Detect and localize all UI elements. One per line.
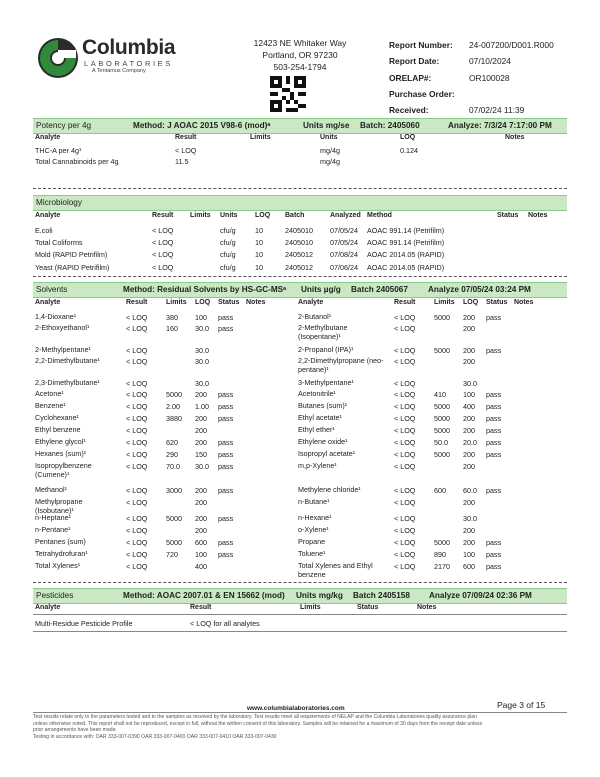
potency-col-notes: Notes (505, 134, 525, 141)
micro-analyzed: 07/08/24 (330, 250, 358, 260)
solvent-result: < LOQ (126, 390, 148, 399)
solvent-status: pass (218, 414, 234, 423)
micro-units: cfu/g (220, 226, 236, 235)
solvents-col-header: LOQ (463, 299, 479, 306)
solvent-analyte: Butanes (sum)¹ (298, 401, 348, 410)
solvent-analyte: n-Hexane¹ (298, 513, 332, 522)
solvent-analyte: Total Xylenes¹ (35, 561, 81, 570)
pesticides-units: Units mg/kg (296, 591, 343, 600)
solvent-limit: 5000 (166, 538, 182, 547)
solvent-loq: 400 (463, 402, 475, 411)
micro-method: AOAC 991.14 (Petrifilm) (367, 238, 445, 248)
solvent-analyte: Cyclohexane¹ (35, 413, 79, 422)
solvent-result: < LOQ (126, 526, 148, 535)
solvent-limit: 890 (434, 550, 446, 559)
solvent-loq: 1.00 (195, 402, 209, 411)
report-field-label: ORELAP#: (389, 72, 432, 83)
solvents-section-bar (33, 282, 567, 298)
pest-result: < LOQ for all analytes (190, 619, 260, 628)
solvent-loq: 100 (195, 550, 207, 559)
solvent-loq: 30.0 (195, 379, 209, 388)
solvent-analyte: 2-Ethoxyethanol¹ (35, 323, 90, 332)
report-info (389, 37, 554, 118)
solvent-analyte: n-Pentane¹ (35, 525, 71, 534)
micro-units: cfu/g (220, 262, 236, 272)
solvent-limit: 720 (166, 550, 178, 559)
solvent-analyte: Ethylene oxide¹ (298, 437, 348, 446)
micro-method: AOAC 991.14 (Petrifilm) (367, 226, 445, 235)
company-logo-icon (36, 36, 80, 80)
report-field-value: 07/10/2024 (469, 56, 511, 67)
micro-analyte: Yeast (RAPID Petrifilm) (35, 262, 110, 272)
solvent-analyte: Ethyl benzene (35, 425, 81, 434)
solvent-result: < LOQ (394, 414, 416, 423)
solvent-result: < LOQ (394, 562, 416, 571)
solvent-loq: 200 (195, 514, 207, 523)
solvent-limit: 380 (166, 313, 178, 322)
solvent-result: < LOQ (126, 538, 148, 547)
micro-loq: 10 (255, 262, 263, 272)
qr-code-icon (270, 76, 306, 112)
solvent-loq: 100 (463, 390, 475, 399)
report-field-label: Received: (389, 105, 429, 116)
solvent-status: pass (218, 514, 234, 523)
solvents-analyze: Analyze 07/05/24 03:24 PM (428, 285, 531, 294)
micro-col-header: Limits (190, 212, 211, 219)
micro-batch: 2405012 (285, 250, 313, 260)
micro-analyzed: 07/05/24 (330, 226, 358, 235)
solvent-analyte: Propane (298, 537, 326, 546)
solvent-status: pass (218, 538, 234, 547)
phone-number: 503-254-1794 (273, 62, 327, 72)
solvent-loq: 30.0 (463, 514, 477, 523)
section-divider (33, 276, 567, 277)
solvent-result: < LOQ (126, 357, 148, 366)
solvent-analyte: 2-Butanol¹ (298, 312, 332, 321)
solvent-result: < LOQ (126, 426, 148, 435)
solvent-result: < LOQ (126, 498, 148, 507)
solvent-limit: 70.0 (166, 462, 180, 471)
potency-col-units: Units (320, 134, 338, 141)
micro-analyzed: 07/05/24 (330, 238, 358, 248)
pest-col-status: Status (357, 604, 379, 611)
solvent-analyte: Methylpropane (Isobutane)¹ (35, 497, 83, 515)
potency-batch: Batch: 2405060 (360, 121, 420, 130)
solvent-result: < LOQ (394, 379, 416, 388)
report-field-value: OR100028 (469, 72, 510, 83)
micro-result: < LOQ (152, 238, 174, 248)
solvent-loq: 200 (195, 526, 207, 535)
solvent-limit: 160 (166, 324, 178, 333)
solvent-analyte: 2,2-Dimethylpropane (neo-pentane)¹ (298, 356, 384, 374)
pest-col-result: Result (190, 604, 212, 611)
solvent-limit: 5000 (434, 414, 450, 423)
solvent-loq: 400 (195, 562, 207, 571)
solvents-units: Units µg/g (301, 285, 341, 294)
pesticides-method: Method: AOAC 2007.01 & EN 15662 (mod) (123, 591, 285, 600)
micro-analyte: E.coli (35, 226, 53, 235)
solvent-loq: 200 (463, 538, 475, 547)
solvent-status: pass (486, 538, 502, 547)
solvent-result: < LOQ (394, 313, 416, 322)
solvent-limit: 5000 (166, 514, 182, 523)
solvent-loq: 200 (195, 390, 207, 399)
solvent-result: < LOQ (126, 550, 148, 559)
solvent-status: pass (218, 390, 234, 399)
solvent-result: < LOQ (394, 426, 416, 435)
solvent-loq: 200 (463, 426, 475, 435)
micro-batch: 2405010 (285, 226, 313, 235)
report-field (389, 86, 554, 102)
micro-col-header: Method (367, 212, 392, 219)
solvent-status: pass (486, 450, 502, 459)
solvent-status: pass (486, 402, 502, 411)
micro-col-header: Result (152, 212, 174, 219)
potency-result: < LOQ (175, 146, 197, 155)
row-divider (33, 631, 567, 632)
solvent-result: < LOQ (394, 357, 416, 366)
disclaimer (33, 714, 567, 740)
disclaimer-line: prior arrangements have been made. (33, 727, 117, 734)
solvent-loq: 200 (195, 438, 207, 447)
page-number: Page 3 of 15 (497, 700, 546, 710)
solvent-result: < LOQ (394, 390, 416, 399)
solvent-limit: 3880 (166, 414, 182, 423)
solvent-analyte: 2-Methylpentane¹ (35, 345, 91, 354)
solvent-result: < LOQ (126, 486, 148, 495)
solvent-status: pass (486, 346, 502, 355)
solvent-limit: 5000 (434, 313, 450, 322)
solvents-col-header: LOQ (195, 299, 211, 306)
solvent-result: < LOQ (394, 514, 416, 523)
solvent-loq: 60.0 (463, 486, 477, 495)
solvents-col-header: Status (218, 299, 240, 306)
micro-col-header: Notes (528, 212, 548, 219)
potency-section-bar (33, 118, 567, 134)
solvent-loq: 200 (195, 414, 207, 423)
solvents-method: Method: Residual Solvents by HS-GC-MSᵃ (123, 285, 287, 294)
solvent-limit: 5000 (166, 390, 182, 399)
potency-col-result: Result (175, 134, 197, 141)
solvent-limit: 5000 (434, 402, 450, 411)
pest-col-analyte: Analyte (35, 604, 61, 611)
solvent-status: pass (486, 438, 502, 447)
solvents-batch: Batch 2405067 (351, 285, 408, 294)
company-tagline: A Tentamus Company (92, 68, 146, 74)
solvent-analyte: Toluene¹ (298, 549, 326, 558)
solvent-analyte: Methylene chloride¹ (298, 485, 361, 494)
solvent-result: < LOQ (126, 402, 148, 411)
solvent-analyte: Hexanes (sum)¹ (35, 449, 87, 458)
solvent-analyte: Acetone¹ (35, 389, 64, 398)
potency-analyte: THC-A per 4g¹ (35, 146, 82, 155)
micro-loq: 10 (255, 238, 263, 248)
solvent-loq: 600 (463, 562, 475, 571)
solvent-result: < LOQ (126, 346, 148, 355)
solvent-result: < LOQ (126, 313, 148, 322)
solvent-status: pass (218, 462, 234, 471)
address-line-1: 12423 NE Whitaker Way (253, 38, 347, 48)
solvent-result: < LOQ (126, 414, 148, 423)
micro-result: < LOQ (152, 262, 174, 272)
footer-rule (33, 712, 567, 713)
report-field-label: Report Number: (389, 40, 453, 50)
solvent-analyte: m,p-Xylene¹ (298, 461, 337, 470)
solvent-limit: 600 (434, 486, 446, 495)
solvent-loq: 200 (463, 462, 475, 471)
solvent-analyte: n-Butane¹ (298, 497, 330, 506)
solvent-loq: 200 (463, 526, 475, 535)
solvent-analyte: Total Xylenes and Ethyl benzene (298, 561, 373, 579)
report-field (389, 70, 554, 86)
report-field (389, 37, 554, 53)
solvent-status: pass (218, 313, 234, 322)
solvent-status: pass (486, 390, 502, 399)
potency-col-limits: Limits (250, 134, 271, 141)
solvent-limit: 5000 (434, 450, 450, 459)
potency-method: Method: J AOAC 2015 V98-6 (mod)ᵃ (133, 121, 271, 130)
solvent-analyte: Isopropylbenzene (Cumene)¹ (35, 461, 92, 479)
report-field-value: 07/02/24 11:39 (469, 105, 525, 116)
report-field (389, 102, 554, 118)
solvent-result: < LOQ (126, 514, 148, 523)
section-divider (33, 188, 567, 189)
pesticides-analyze: Analyze 07/09/24 02:36 PM (429, 591, 532, 600)
micro-result: < LOQ (152, 250, 174, 260)
company-subtitle: LABORATORIES (84, 59, 173, 68)
micro-title: Microbiology (36, 198, 82, 207)
solvent-loq: 200 (463, 450, 475, 459)
solvent-status: pass (486, 426, 502, 435)
solvent-loq: 30.0 (195, 346, 209, 355)
solvent-limit: 3000 (166, 486, 182, 495)
solvent-loq: 600 (195, 538, 207, 547)
solvent-status: pass (218, 550, 234, 559)
solvent-status: pass (218, 450, 234, 459)
solvent-loq: 150 (195, 450, 207, 459)
report-field (389, 53, 554, 69)
solvent-loq: 30.0 (195, 324, 209, 333)
solvent-analyte: Isopropyl acetate¹ (298, 449, 356, 458)
micro-col-header: Units (220, 212, 238, 219)
solvent-analyte: Tetrahydrofuran¹ (35, 549, 88, 558)
solvent-result: < LOQ (126, 562, 148, 571)
solvent-analyte: o-Xylene¹ (298, 525, 329, 534)
solvent-limit: 50.0 (434, 438, 448, 447)
solvent-analyte: Ethyl acetate¹ (298, 413, 342, 422)
solvent-loq: 200 (463, 357, 475, 366)
solvent-loq: 200 (195, 486, 207, 495)
lab-address (240, 37, 360, 73)
micro-section-bar (33, 195, 567, 211)
micro-result: < LOQ (152, 226, 174, 235)
solvent-loq: 200 (463, 414, 475, 423)
solvent-result: < LOQ (126, 324, 148, 333)
micro-analyte: Mold (RAPID Petrifilm) (35, 250, 108, 260)
solvents-col-header: Analyte (35, 299, 61, 306)
solvent-result: < LOQ (394, 550, 416, 559)
solvent-loq: 200 (195, 498, 207, 507)
solvent-analyte: Benzene¹ (35, 401, 66, 410)
micro-analyzed: 07/06/24 (330, 262, 358, 272)
header-underline (33, 614, 567, 615)
solvent-analyte: Methanol¹ (35, 485, 67, 494)
micro-units: cfu/g (220, 250, 236, 260)
micro-loq: 10 (255, 226, 263, 235)
pest-col-notes: Notes (417, 604, 437, 611)
solvent-result: < LOQ (394, 346, 416, 355)
solvent-result: < LOQ (126, 450, 148, 459)
potency-units: mg/4g (320, 157, 340, 166)
solvent-status: pass (486, 550, 502, 559)
solvent-analyte: 2-Propanol (IPA)¹ (298, 345, 354, 354)
solvents-col-header: Limits (434, 299, 455, 306)
pesticides-batch: Batch 2405158 (353, 591, 410, 600)
potency-result: 11.5 (175, 157, 189, 166)
solvent-result: < LOQ (126, 438, 148, 447)
micro-method: AOAC 2014.05 (RAPID) (367, 262, 445, 272)
footer-website-link[interactable]: www.columbialaboratories.com (247, 705, 345, 712)
micro-col-header: LOQ (255, 212, 271, 219)
solvent-result: < LOQ (394, 402, 416, 411)
solvents-col-header: Result (126, 299, 148, 306)
solvent-loq: 200 (463, 498, 475, 507)
micro-batch: 2405012 (285, 262, 313, 272)
solvents-col-header: Analyte (298, 299, 324, 306)
solvents-col-header: Limits (166, 299, 187, 306)
micro-batch: 2405010 (285, 238, 313, 248)
solvent-limit: 290 (166, 450, 178, 459)
solvent-status: pass (218, 324, 234, 333)
solvent-result: < LOQ (394, 486, 416, 495)
solvent-analyte: 3-Methylpentane¹ (298, 378, 354, 387)
report-field-label: Report Date: (389, 56, 440, 67)
solvent-analyte: 1,4-Dioxane¹ (35, 312, 77, 321)
solvent-limit: 5000 (434, 346, 450, 355)
solvent-limit: 5000 (434, 538, 450, 547)
solvent-analyte: n-Heptane¹ (35, 513, 71, 522)
solvents-col-header: Notes (246, 299, 266, 306)
solvent-analyte: 2-Methylbutane (Isopentane)¹ (298, 323, 348, 341)
solvent-analyte: Ethyl ether¹ (298, 425, 335, 434)
report-field-value: 24-007200/D001.R000 (469, 40, 554, 50)
potency-title: Potency per 4g (36, 121, 92, 130)
solvent-loq: 200 (463, 313, 475, 322)
solvent-status: pass (486, 313, 502, 322)
disclaimer-line: Test results relate only to the parameters tested and to the samples as received by the laboratory. Test results meet all requirements of NELAP and the Columbia Laboratories quality assurance plan (33, 714, 477, 720)
solvent-result: < LOQ (126, 462, 148, 471)
solvent-limit: 2170 (434, 562, 450, 571)
solvent-result: < LOQ (394, 450, 416, 459)
micro-loq: 10 (255, 250, 263, 260)
company-name: Columbia (82, 36, 176, 59)
solvent-loq: 100 (463, 550, 475, 559)
solvent-limit: 620 (166, 438, 178, 447)
potency-col-analyte: Analyte (35, 134, 61, 141)
solvent-loq: 30.0 (463, 379, 477, 388)
potency-units: Units mg/se (303, 121, 350, 130)
solvent-result: < LOQ (394, 462, 416, 471)
solvents-col-header: Result (394, 299, 416, 306)
potency-analyte: Total Cannabinoids per 4g (35, 157, 119, 166)
solvent-result: < LOQ (126, 379, 148, 388)
solvent-status: pass (486, 486, 502, 495)
solvents-col-header: Status (486, 299, 508, 306)
solvent-limit: 410 (434, 390, 446, 399)
potency-analyze: Analyze: 7/3/24 7:17:00 PM (448, 121, 552, 130)
solvents-title: Solvents (36, 285, 68, 294)
solvent-result: < LOQ (394, 526, 416, 535)
solvent-limit: 5000 (434, 426, 450, 435)
potency-col-loq: LOQ (400, 134, 416, 141)
section-divider (33, 582, 567, 583)
solvent-status: pass (486, 562, 502, 571)
solvent-analyte: Ethylene glycol¹ (35, 437, 86, 446)
solvent-result: < LOQ (394, 324, 416, 333)
solvent-limit: 2.00 (166, 402, 180, 411)
micro-analyte: Total Coliforms (35, 238, 83, 248)
solvent-result: < LOQ (394, 498, 416, 507)
solvent-status: pass (218, 402, 234, 411)
solvent-result: < LOQ (394, 538, 416, 547)
pest-analyte: Multi-Residue Pesticide Profile (35, 619, 133, 628)
solvent-analyte: Acetonitrile¹ (298, 389, 336, 398)
solvent-analyte: 2,2-Dimethylbutane¹ (35, 356, 100, 365)
solvent-loq: 200 (195, 426, 207, 435)
solvent-loq: 30.0 (195, 462, 209, 471)
micro-method: AOAC 2014.05 (RAPID) (367, 250, 445, 260)
solvent-loq: 200 (463, 324, 475, 333)
solvent-analyte: Pentanes (sum) (35, 537, 86, 546)
solvent-loq: 100 (195, 313, 207, 322)
pesticides-title: Pesticides (36, 591, 74, 600)
micro-col-header: Batch (285, 212, 305, 219)
solvent-loq: 20.0 (463, 438, 477, 447)
solvent-result: < LOQ (394, 438, 416, 447)
solvent-status: pass (218, 486, 234, 495)
disclaimer-line: unless otherwise noted. This report shall not be reproduced, except in full, without the written consent of this laboratory. Samples will be retained for a maximum of 30 days from the receipt date unless (33, 720, 483, 727)
solvent-status: pass (486, 414, 502, 423)
disclaimer-line: Testing in accordance with: OAR 333-007-0390 OAR 333-007-0400 OAR 333-007-0410 OAR 333-007-0430 (33, 733, 277, 740)
solvents-col-header: Notes (514, 299, 534, 306)
micro-col-header: Analyzed (330, 212, 361, 219)
solvent-analyte: 2,3-Dimethylbutane¹ (35, 378, 100, 387)
potency-units: mg/4g (320, 146, 340, 155)
solvent-loq: 200 (463, 346, 475, 355)
pest-col-limits: Limits (300, 604, 321, 611)
pesticides-section-bar (33, 588, 567, 604)
solvent-loq: 30.0 (195, 357, 209, 366)
report-field-label: Purchase Order: (389, 88, 455, 99)
micro-units: cfu/g (220, 238, 236, 248)
micro-col-header: Status (497, 212, 519, 219)
micro-col-header: Analyte (35, 212, 61, 219)
address-line-2: Portland, OR 97230 (262, 50, 338, 60)
solvent-status: pass (218, 438, 234, 447)
potency-loq: 0.124 (400, 146, 418, 155)
